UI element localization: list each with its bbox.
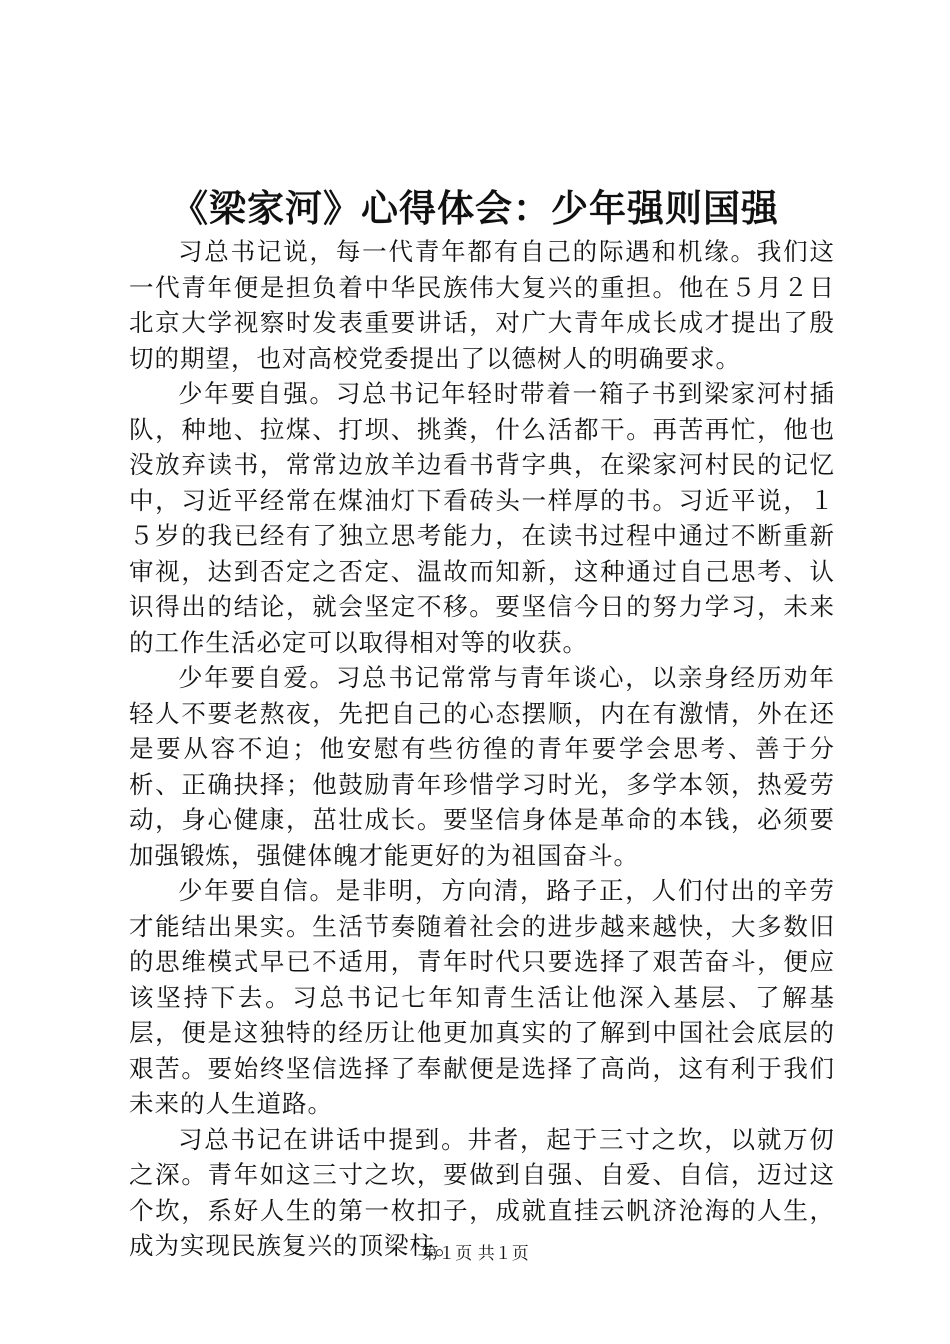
paragraph: 少年要自强。习总书记年轻时带着一箱子书到梁家河村插队，种地、拉煤、打坝、挑粪，什么活都干。再苦再忙，他也没放弃读书，常常边放羊边看书背字典，在梁家河村民的记忆中，习近平经常在煤油灯下看砖头一样厚的书。习近平说，１５岁的我已经有了独立思考能力，在读书过程中通过不断重新审视，达到否定之否定、温故而知新，这种通过自己思考、认识得出的结论，就会坚定不移。要坚信今日的努力学习，未来的工作生活必定可以取得相对等的收获。 xyxy=(129,379,835,657)
document-body xyxy=(129,234,835,1264)
paragraph: 少年要自信。是非明，方向清，路子正，人们付出的辛劳才能结出果实。生活节奏随着社会的进步越来越快，大多数旧的思维模式早已不适用，青年时代只要选择了艰苦奋斗，便应该坚持下去。习总书记七年知青生活让他深入基层、了解基层，便是这独特的经历让他更加真实的了解到中国社会底层的艰苦。要始终坚信选择了奉献便是选择了高尚，这有利于我们未来的人生道路。 xyxy=(129,876,835,1118)
page-footer: 第１页 共１页 xyxy=(421,1244,529,1264)
document-title: 《梁家河》心得体会：少年强则国强 xyxy=(171,186,779,230)
paragraph: 习总书记在讲话中提到。井者，起于三寸之坎，以就万仞之深。青年如这三寸之坎，要做到自强、自爱、自信，迈过这个坎，系好人生的第一枚扣子，成就直挂云帆济沧海的人生，成为实现民族复兴的顶梁柱。 xyxy=(129,1124,835,1260)
paragraph: 少年要自爱。习总书记常常与青年谈心，以亲身经历劝年轻人不要老熬夜，先把自己的心态摆顺，内在有激情，外在还是要从容不迫；他安慰有些彷徨的青年要学会思考、善于分析、正确抉择；他鼓励青年珍惜学习时光，多学本领，热爱劳动，身心健康，茁壮成长。要坚信身体是革命的本钱，必须要加强锻炼，强健体魄才能更好的为祖国奋斗。 xyxy=(129,663,835,870)
paragraph: 习总书记说，每一代青年都有自己的际遇和机缘。我们这一代青年便是担负着中华民族伟大复兴的重担。他在５月２日北京大学视察时发表重要讲话，对广大青年成长成才提出了殷切的期望，也对高校党委提出了以德树人的明确要求。 xyxy=(129,237,835,373)
